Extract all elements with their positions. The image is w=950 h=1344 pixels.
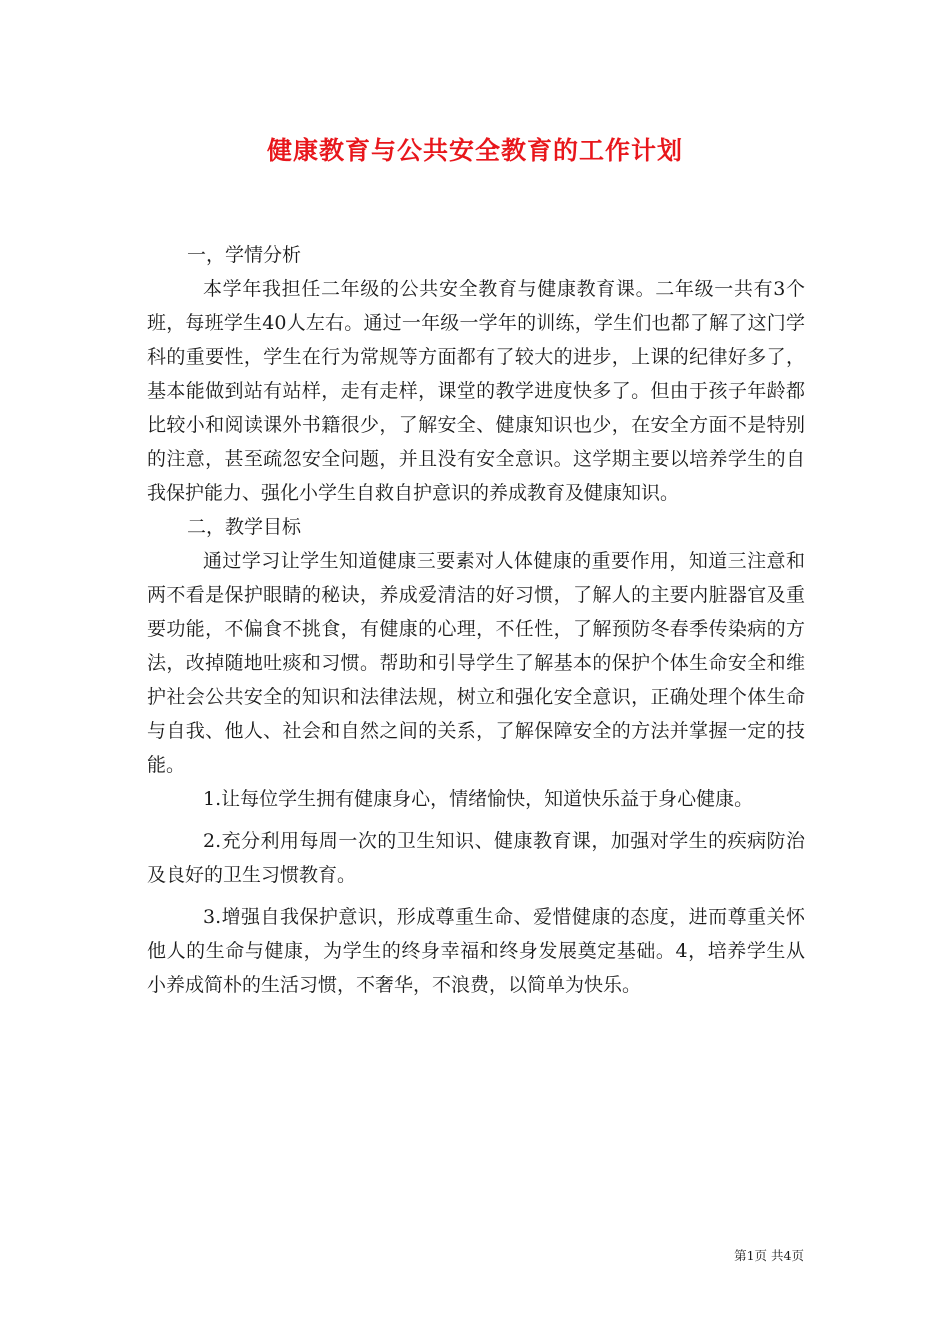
section-paragraph-goals: 通过学习让学生知道健康三要素对人体健康的重要作用，知道三注意和两不看是保护眼睛的秘诀，养成爱清洁的好习惯，了解人的主要内脏器官及重要功能，不偏食不挑食，有健康的心理，不任性，了解预防冬春季传染病的方法，改掉随地吐痰和习惯。帮助和引导学生了解基本的保护个体生命安全和维护社会公共安全的知识和法律法规，树立和强化安全意识，正确处理个体生命与自我、他人、社会和自然之间的关系，了解保障安全的方法并掌握一定的技能。 (147, 550, 805, 776)
goal-item: 3.增强自我保护意识，形成尊重生命、爱惜健康的态度，进而尊重关怀他人的生命与健康，为学生的终身幸福和终身发展奠定基础。4，培养学生从小养成简朴的生活习惯，不奢华，不浪费，以简单为快乐。 (147, 906, 805, 996)
section-heading-goals: 二，教学目标 (187, 516, 302, 538)
goal-item: 2.充分利用每周一次的卫生知识、健康教育课，加强对学生的疾病防治及良好的卫生习惯教育。 (147, 830, 805, 886)
section-paragraph-analysis: 本学年我担任二年级的公共安全教育与健康教育课。二年级一共有3个班，每班学生40人左右。通过一年级一学年的训练，学生们也都了解了这门学科的重要性，学生在行为常规等方面都有了较大的进步，上课的纪律好多了，基本能做到站有站样，走有走样，课堂的教学进度快多了。但由于孩子年龄都比较小和阅读课外书籍很少，了解安全、健康知识也少，在安全方面不是特别的注意，甚至疏忽安全问题，并且没有安全意识。这学期主要以培养学生的自我保护能力、强化小学生自救自护意识的养成教育及健康知识。 (147, 278, 805, 504)
document-title: 健康教育与公共安全教育的工作计划 (266, 136, 683, 165)
document-body (147, 238, 805, 1002)
section-heading-analysis: 一，学情分析 (187, 244, 302, 266)
page-indicator: 第1页 共4页 (734, 1248, 804, 1263)
goal-item: 1.让每位学生拥有健康身心，情绪愉快，知道快乐益于身心健康。 (203, 788, 754, 810)
